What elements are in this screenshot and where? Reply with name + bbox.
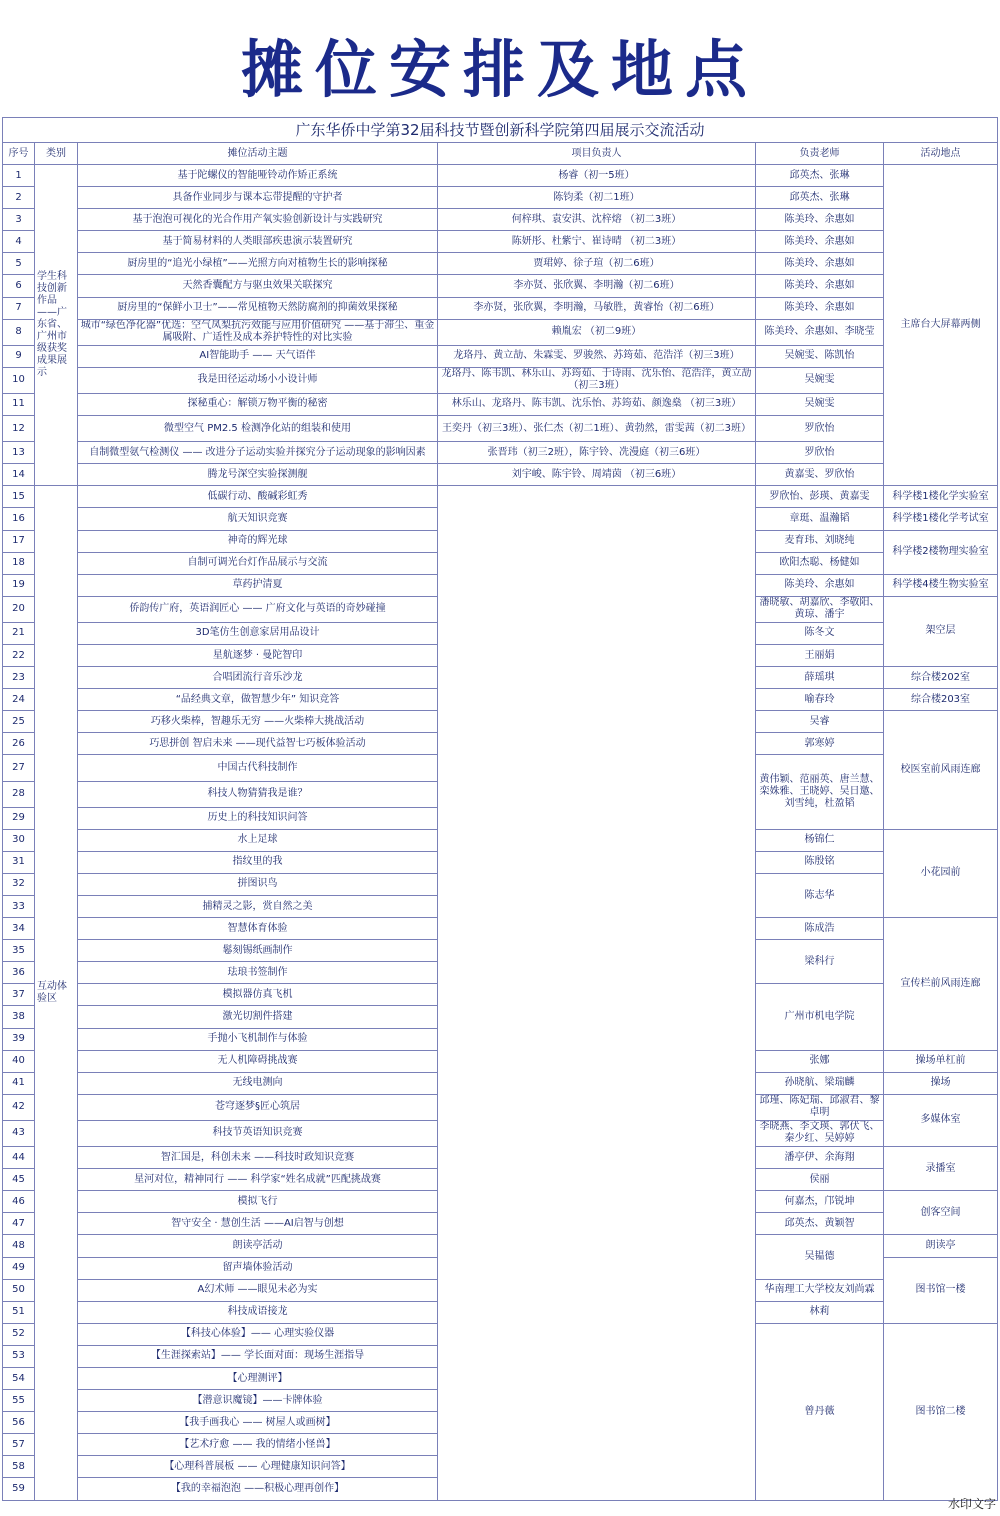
- topic-cell: 侨韵传广府，英语润匠心 —— 广府文化与英语的奇妙碰撞: [78, 596, 438, 622]
- topic-cell: 【生涯探索站】—— 学长面对面：现场生涯指导: [78, 1345, 438, 1367]
- teacher-cell: 李晓燕、李文瑛、郭伏飞、秦少红、吴婷婷: [756, 1120, 884, 1146]
- row-number: 24: [3, 689, 35, 711]
- teacher-cell: 何嘉杰，邝锐坤: [756, 1191, 884, 1213]
- row-number: 12: [3, 416, 35, 442]
- row-number: 51: [3, 1301, 35, 1323]
- category-cell: 学生科技创新作品——广东省、广州市级获奖成果展示: [35, 165, 78, 486]
- row-number: 33: [3, 896, 35, 918]
- row-number: 49: [3, 1257, 35, 1279]
- topic-cell: 【我的幸福泡泡 ——积极心理再创作】: [78, 1478, 438, 1500]
- row-number: 28: [3, 781, 35, 807]
- topic-cell: 星河对位，精神同行 —— 科学家“姓名成就”匹配挑战赛: [78, 1169, 438, 1191]
- table-row: [3, 209, 998, 231]
- topic-cell: 【心理测评】: [78, 1367, 438, 1389]
- teacher-cell: 陈殷铭: [756, 851, 884, 873]
- topic-cell: 智守安全 · 慧创生活 ——AI启智与创想: [78, 1213, 438, 1235]
- topic-cell: A幻术师 ——眼见未必为实: [78, 1279, 438, 1301]
- row-number: 37: [3, 984, 35, 1006]
- table-row: [3, 253, 998, 275]
- teacher-cell: 邱英杰、张琳: [756, 187, 884, 209]
- teacher-cell: 陈冬文: [756, 622, 884, 644]
- teacher-cell: 罗欣怡、彭瑛、黄嘉雯: [756, 486, 884, 508]
- teacher-cell: 麦育玮、刘晓纯: [756, 530, 884, 552]
- row-number: 13: [3, 442, 35, 464]
- venue-cell: 校医室前风雨连廊: [884, 711, 998, 829]
- lead-cell: 李亦贤，张欣翼，李明瀚，马敏胜，黄睿怡（初二6班）: [438, 297, 756, 319]
- row-number: 42: [3, 1094, 35, 1120]
- teacher-cell: 陈美玲、余惠如: [756, 275, 884, 297]
- table-caption: 广东华侨中学第32届科技节暨创新科学院第四届展示交流活动: [3, 118, 998, 143]
- row-number: 27: [3, 755, 35, 781]
- table-row: [3, 165, 998, 187]
- row-number: 38: [3, 1006, 35, 1028]
- row-number: 41: [3, 1072, 35, 1094]
- venue-cell: 朗读亭: [884, 1235, 998, 1257]
- row-number: 34: [3, 918, 35, 940]
- teacher-cell: 罗欣怡: [756, 442, 884, 464]
- row-number: 44: [3, 1147, 35, 1169]
- row-number: 11: [3, 393, 35, 415]
- topic-cell: 基于泡泡可视化的光合作用产氧实验创新设计与实践研究: [78, 209, 438, 231]
- row-number: 36: [3, 962, 35, 984]
- topic-cell: 具备作业同步与课本忘带提醒的守护者: [78, 187, 438, 209]
- table-row: [3, 187, 998, 209]
- topic-cell: 【艺术疗愈 —— 我的情绪小怪兽】: [78, 1434, 438, 1456]
- row-number: 39: [3, 1028, 35, 1050]
- topic-cell: 手抛小飞机制作与体验: [78, 1028, 438, 1050]
- table-row: [3, 486, 998, 508]
- lead-cell: 赖胤宏 （初二9班）: [438, 319, 756, 345]
- topic-cell: 航天知识竞赛: [78, 508, 438, 530]
- teacher-cell: 陈志华: [756, 873, 884, 917]
- row-number: 40: [3, 1050, 35, 1072]
- schedule-table: [2, 117, 998, 1501]
- topic-cell: 苍穹逐梦§匠心筑居: [78, 1094, 438, 1120]
- teacher-cell: 薛瑶琪: [756, 667, 884, 689]
- teacher-cell: 华南理工大学校友刘尚霖: [756, 1279, 884, 1301]
- topic-cell: 基于简易材料的人类眼部疾患演示装置研究: [78, 231, 438, 253]
- topic-cell: 珐琅书签制作: [78, 962, 438, 984]
- teacher-cell: 陈美玲、余惠如: [756, 231, 884, 253]
- teacher-cell: 王丽娟: [756, 644, 884, 666]
- topic-cell: 无线电测向: [78, 1072, 438, 1094]
- table-row: [3, 345, 998, 367]
- lead-cell: 林乐山、龙珞丹、陈韦凯、沈乐怡、苏筠茹、颜逸燊 （初三3班）: [438, 393, 756, 415]
- teacher-cell: 罗欣怡: [756, 416, 884, 442]
- topic-cell: 基于陀螺仪的智能哑铃动作矫正系统: [78, 165, 438, 187]
- teacher-cell: 梁科行: [756, 940, 884, 984]
- header-venue: 活动地点: [884, 143, 998, 165]
- topic-cell: 【我手画我心 —— 树屋人或画树】: [78, 1412, 438, 1434]
- teacher-cell: 邱英杰、黄颖智: [756, 1213, 884, 1235]
- topic-cell: 低碳行动、酸碱彩虹秀: [78, 486, 438, 508]
- teacher-cell: 邱英杰、张琳: [756, 165, 884, 187]
- teacher-cell: 陈美玲、余惠如、李晓莹: [756, 319, 884, 345]
- topic-cell: 城市“绿色净化器”优选：空气凤梨抗污效能与应用价值研究 ——基于滞尘、重金属吸附、广适性及成本养护特性的对比实验: [78, 319, 438, 345]
- row-number: 5: [3, 253, 35, 275]
- row-number: 18: [3, 552, 35, 574]
- row-number: 32: [3, 873, 35, 895]
- row-number: 7: [3, 297, 35, 319]
- topic-cell: 科技成语接龙: [78, 1301, 438, 1323]
- row-number: 57: [3, 1434, 35, 1456]
- topic-cell: 探秘重心：解锁万物平衡的秘密: [78, 393, 438, 415]
- venue-cell: 图书馆一楼: [884, 1257, 998, 1323]
- venue-cell: 操场: [884, 1072, 998, 1094]
- lead-cell: 龙珞丹、陈韦凯、林乐山、苏筠茹、于诗雨、沈乐怡、范浩洋，黄立劼（初三3班）: [438, 367, 756, 393]
- lead-cell: 李亦贤、张欣翼、李明瀚（初二6班）: [438, 275, 756, 297]
- row-number: 6: [3, 275, 35, 297]
- venue-cell: 科学楼2楼物理实验室: [884, 530, 998, 574]
- teacher-cell: 林莉: [756, 1301, 884, 1323]
- venue-cell: 宣传栏前风雨连廊: [884, 918, 998, 1051]
- row-number: 50: [3, 1279, 35, 1301]
- row-number: 23: [3, 667, 35, 689]
- row-number: 45: [3, 1169, 35, 1191]
- topic-cell: 【科技心体验】—— 心理实验仪器: [78, 1323, 438, 1345]
- topic-cell: 合唱团流行音乐沙龙: [78, 667, 438, 689]
- header-row: [3, 143, 998, 165]
- teacher-cell: 邱瑾、陈妃瑞、邱淑君、黎卓明: [756, 1094, 884, 1120]
- topic-cell: 自制可调光台灯作品展示与交流: [78, 552, 438, 574]
- header-category: 类别: [35, 143, 78, 165]
- row-number: 29: [3, 807, 35, 829]
- topic-cell: 捕精灵之影，赏自然之美: [78, 896, 438, 918]
- teacher-cell: 陈美玲、余惠如: [756, 574, 884, 596]
- topic-cell: 朗读亭活动: [78, 1235, 438, 1257]
- teacher-cell: 吴婉雯、陈凯怡: [756, 345, 884, 367]
- topic-cell: 巧移火柴棒，智趣乐无穷 ——火柴棒大挑战活动: [78, 711, 438, 733]
- topic-cell: 厨房里的“保鲜小卫士”——常见植物天然防腐剂的抑菌效果探秘: [78, 297, 438, 319]
- row-number: 52: [3, 1323, 35, 1345]
- topic-cell: 神奇的辉光球: [78, 530, 438, 552]
- lead-cell: 陈钧柔（初二1班）: [438, 187, 756, 209]
- topic-cell: 智慧体育体验: [78, 918, 438, 940]
- teacher-cell: 欧阳杰聪、杨健如: [756, 552, 884, 574]
- topic-cell: 【心理科普展板 —— 心理健康知识问答】: [78, 1456, 438, 1478]
- topic-cell: 科技节英语知识竞赛: [78, 1120, 438, 1146]
- row-number: 20: [3, 596, 35, 622]
- topic-cell: 3D笔仿生创意家居用品设计: [78, 622, 438, 644]
- venue-cell: 主席台大屏幕两侧: [884, 165, 998, 486]
- lead-cell-empty: [438, 486, 756, 1500]
- teacher-cell: 陈美玲、余惠如: [756, 297, 884, 319]
- topic-cell: 指纹里的我: [78, 851, 438, 873]
- row-number: 15: [3, 486, 35, 508]
- teacher-cell: 孙晓航、梁瑞麟: [756, 1072, 884, 1094]
- venue-cell: 录播室: [884, 1147, 998, 1191]
- venue-cell: 科学楼4楼生物实验室: [884, 574, 998, 596]
- watermark: 水印文字: [947, 1497, 996, 1511]
- row-number: 30: [3, 829, 35, 851]
- table-row: [3, 275, 998, 297]
- row-number: 2: [3, 187, 35, 209]
- table-row: [3, 367, 998, 393]
- row-number: 25: [3, 711, 35, 733]
- venue-cell: 科学楼1楼化学考试室: [884, 508, 998, 530]
- teacher-cell: 侯丽: [756, 1169, 884, 1191]
- header-no: 序号: [3, 143, 35, 165]
- lead-cell: 杨睿（初一5班）: [438, 165, 756, 187]
- lead-cell: 贾珺婷、徐子瑄（初二6班）: [438, 253, 756, 275]
- topic-cell: 星航逐梦 · 曼陀智印: [78, 644, 438, 666]
- lead-cell: 张晋玮（初三2班），陈宇铃、冼漫庭（初三6班）: [438, 442, 756, 464]
- header-teacher: 负责老师: [756, 143, 884, 165]
- topic-cell: 拼图识鸟: [78, 873, 438, 895]
- teacher-cell: 吴韫德: [756, 1235, 884, 1279]
- table-row: [3, 393, 998, 415]
- row-number: 22: [3, 644, 35, 666]
- topic-cell: 智汇国是，科创未来 ——科技时政知识竞赛: [78, 1147, 438, 1169]
- topic-cell: 草药护清夏: [78, 574, 438, 596]
- teacher-cell: 杨锦仁: [756, 829, 884, 851]
- topic-cell: 厨房里的“追光小绿植”——光照方向对植物生长的影响探秘: [78, 253, 438, 275]
- topic-cell: 中国古代科技制作: [78, 755, 438, 781]
- topic-cell: 鬈刻锡纸画制作: [78, 940, 438, 962]
- row-number: 54: [3, 1367, 35, 1389]
- lead-cell: 何梓琪、袁安淇、沈梓熔 （初二3班）: [438, 209, 756, 231]
- category-cell: 互动体验区: [35, 486, 78, 1500]
- teacher-cell: 吴婉雯: [756, 393, 884, 415]
- teacher-cell: 曾丹薇: [756, 1323, 884, 1500]
- row-number: 35: [3, 940, 35, 962]
- venue-cell: 操场单杠前: [884, 1050, 998, 1072]
- row-number: 55: [3, 1390, 35, 1412]
- row-number: 26: [3, 733, 35, 755]
- topic-cell: 我是田径运动场小小设计师: [78, 367, 438, 393]
- row-number: 56: [3, 1412, 35, 1434]
- row-number: 14: [3, 464, 35, 486]
- topic-cell: “品经典文章，做智慧少年” 知识竞答: [78, 689, 438, 711]
- table-row: [3, 231, 998, 253]
- row-number: 10: [3, 367, 35, 393]
- teacher-cell: 章珽、温瀚韬: [756, 508, 884, 530]
- topic-cell: 腾龙号深空实验探测舰: [78, 464, 438, 486]
- teacher-cell: 陈美玲、余惠如: [756, 209, 884, 231]
- topic-cell: 水上足球: [78, 829, 438, 851]
- venue-cell: 小花园前: [884, 829, 998, 917]
- table-row: [3, 442, 998, 464]
- venue-cell: 综合楼203室: [884, 689, 998, 711]
- lead-cell: 王奕丹（初三3班）、张仁杰（初二1班）、黄勃然，雷雯茜（初二3班）: [438, 416, 756, 442]
- topic-cell: 模拟飞行: [78, 1191, 438, 1213]
- teacher-cell: 喻春玲: [756, 689, 884, 711]
- row-number: 58: [3, 1456, 35, 1478]
- teacher-cell: 广州市机电学院: [756, 984, 884, 1050]
- header-topic: 摊位活动主题: [78, 143, 438, 165]
- topic-cell: 科技人物猜猜我是谁？: [78, 781, 438, 807]
- row-number: 16: [3, 508, 35, 530]
- row-number: 21: [3, 622, 35, 644]
- table-row: [3, 319, 998, 345]
- table-row: [3, 416, 998, 442]
- lead-cell: 刘宇峻、陈宇铃、周靖茵 （初三6班）: [438, 464, 756, 486]
- teacher-cell: 张娜: [756, 1050, 884, 1072]
- row-number: 1: [3, 165, 35, 187]
- row-number: 47: [3, 1213, 35, 1235]
- header-lead: 项目负责人: [438, 143, 756, 165]
- teacher-cell: 黄伟颖、范丽英、唐兰慧、栾姝雅、王晓婷、吴日邀、刘雪纯，杜盈韬: [756, 755, 884, 829]
- lead-cell: 陈妍彤、杜紫宁、崔诗晴 （初二3班）: [438, 231, 756, 253]
- teacher-cell: 陈美玲、余惠如: [756, 253, 884, 275]
- topic-cell: 自制微型氨气检测仪 —— 改进分子运动实验并探究分子运动现象的影响因素: [78, 442, 438, 464]
- teacher-cell: 吴睿: [756, 711, 884, 733]
- venue-cell: 科学楼1楼化学实验室: [884, 486, 998, 508]
- venue-cell: 创客空间: [884, 1191, 998, 1235]
- topic-cell: 留声墙体验活动: [78, 1257, 438, 1279]
- row-number: 8: [3, 319, 35, 345]
- topic-cell: 无人机障碍挑战赛: [78, 1050, 438, 1072]
- page-title: 摊位安排及地点: [240, 33, 759, 106]
- row-number: 17: [3, 530, 35, 552]
- row-number: 9: [3, 345, 35, 367]
- row-number: 53: [3, 1345, 35, 1367]
- venue-cell: 综合楼202室: [884, 667, 998, 689]
- topic-cell: 天然香囊配方与驱虫效果关联探究: [78, 275, 438, 297]
- table-row: [3, 297, 998, 319]
- venue-cell: 图书馆二楼: [884, 1323, 998, 1500]
- topic-cell: 历史上的科技知识问答: [78, 807, 438, 829]
- lead-cell: 龙珞丹、黄立劼、朱霖雯、罗骏然、苏筠茹、范浩洋（初三3班）: [438, 345, 756, 367]
- row-number: 48: [3, 1235, 35, 1257]
- table-row: [3, 464, 998, 486]
- teacher-cell: 黄嘉雯、罗欣怡: [756, 464, 884, 486]
- teacher-cell: 潘晓敏、胡嘉欣、李敬阳、黄琼、潘宇: [756, 596, 884, 622]
- venue-cell: 多媒体室: [884, 1094, 998, 1146]
- topic-cell: 微型空气 PM2.5 检测净化站的组装和使用: [78, 416, 438, 442]
- topic-cell: 激光切割件搭建: [78, 1006, 438, 1028]
- row-number: 46: [3, 1191, 35, 1213]
- row-number: 19: [3, 574, 35, 596]
- row-number: 43: [3, 1120, 35, 1146]
- teacher-cell: 陈成浩: [756, 918, 884, 940]
- topic-cell: 模拟器仿真飞机: [78, 984, 438, 1006]
- topic-cell: AI智能助手 —— 天气语伴: [78, 345, 438, 367]
- row-number: 59: [3, 1478, 35, 1500]
- row-number: 4: [3, 231, 35, 253]
- topic-cell: 巧思拼创 智启未来 ——现代益智七巧板体验活动: [78, 733, 438, 755]
- row-number: 31: [3, 851, 35, 873]
- topic-cell: 【潜意识魔镜】——卡牌体验: [78, 1390, 438, 1412]
- teacher-cell: 郭寒婷: [756, 733, 884, 755]
- venue-cell: 架空层: [884, 596, 998, 666]
- teacher-cell: 吴婉雯: [756, 367, 884, 393]
- row-number: 3: [3, 209, 35, 231]
- teacher-cell: 潘亭伊、余海翔: [756, 1147, 884, 1169]
